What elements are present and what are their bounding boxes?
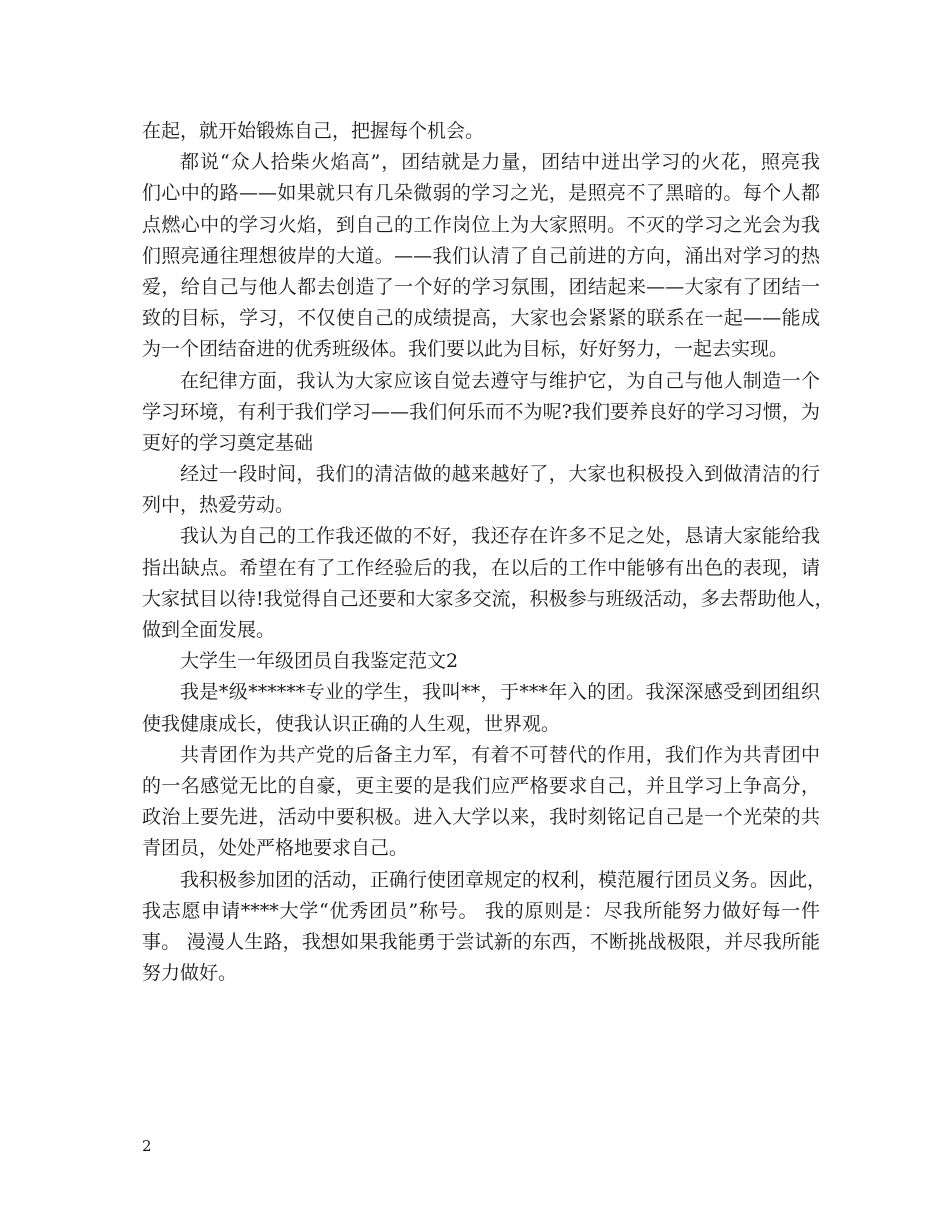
text-line: 使我健康成长，使我认识正确的人生观，世界观。 bbox=[142, 712, 561, 735]
text-line: 共青团作为共产党的后备主力军，有着不可替代的作用，我们作为共青团中 bbox=[180, 743, 820, 766]
text-line: 们照亮通往理想彼岸的大道。——我们认清了自己前进的方向，涌出对学习的热 bbox=[142, 244, 820, 267]
text-line: 学习环境，有利于我们学习——我们何乐而不为呢?我们要养良好的学习习惯，为 bbox=[142, 400, 820, 423]
text-line: 列中，热爱劳动。 bbox=[142, 494, 295, 517]
text-line: 致的目标，学习，不仅使自己的成绩提高，大家也会紧紧的联系在一起——能成 bbox=[142, 307, 820, 330]
paragraph bbox=[142, 366, 820, 460]
text-line: 在起，就开始锻炼自己，把握每个机会。 bbox=[142, 120, 485, 142]
text-line: 大学生一年级团员自我鉴定范文2 bbox=[180, 650, 459, 673]
text-line: 经过一段时间，我们的清洁做的越来越好了，大家也积极投入到做清洁的行 bbox=[180, 463, 820, 486]
text-line: 青团员，处处严格地要求自己。 bbox=[142, 837, 409, 860]
text-line: 大家拭目以待!我觉得自己还要和大家多交流，积极参与班级活动，多去帮助他人， bbox=[142, 587, 834, 610]
paragraph bbox=[142, 677, 820, 739]
paragraph bbox=[142, 459, 820, 521]
text-line: 更好的学习奠定基础 bbox=[142, 431, 314, 454]
text-line: 做到全面发展。 bbox=[142, 619, 276, 641]
paragraph bbox=[142, 147, 820, 365]
text-line: 我认为自己的工作我还做的不好，我还存在许多不足之处，恳请大家能给我 bbox=[180, 525, 820, 548]
text-line: 爱，给自己与他人都去创造了一个好的学习氛围，团结起来——大家有了团结一 bbox=[142, 275, 820, 298]
text-line: 指出缺点。希望在有了工作经验后的我，在以后的工作中能够有出色的表现，请 bbox=[142, 556, 820, 579]
page-number: 2 bbox=[142, 1137, 152, 1155]
paragraph bbox=[142, 740, 820, 865]
text-line: 我是*级******专业的学生，我叫**，于***年入的团。我深深感受到团组织 bbox=[180, 681, 820, 704]
text-line: 的一名感觉无比的自豪，更主要的是我们应严格要求自己，并且学习上争高分， bbox=[142, 774, 820, 797]
paragraph bbox=[142, 521, 834, 646]
text-line: 我志愿申请****大学“优秀团员”称号。 我的原则是：尽我所能努力做好每一件 bbox=[142, 899, 820, 922]
text-line: 政治上要先进，活动中要积极。进入大学以来，我时刻铭记自己是一个光荣的共 bbox=[142, 806, 820, 829]
text-line: 点燃心中的学习火焰，到自己的工作岗位上为大家照明。不灭的学习之光会为我 bbox=[142, 213, 820, 236]
text-line: 都说“众人拾柴火焰高”，团结就是力量，团结中迸出学习的火花，照亮我 bbox=[180, 151, 820, 174]
section-heading bbox=[142, 646, 820, 677]
text-line: 努力做好。 bbox=[142, 962, 238, 985]
paragraph bbox=[142, 865, 827, 990]
text-line: 事。 漫漫人生路，我想如果我能勇于尝试新的东西，不断挑战极限，并尽我所能 bbox=[142, 930, 820, 953]
paragraph bbox=[142, 116, 820, 147]
text-line: 我积极参加团的活动，正确行使团章规定的权利，模范履行团员义务。因此， bbox=[180, 868, 827, 891]
text-line: 们心中的路——如果就只有几朵微弱的学习之光，是照亮不了黑暗的。每个人都 bbox=[142, 182, 820, 205]
text-line: 在纪律方面，我认为大家应该自觉去遵守与维护它，为自己与他人制造一个 bbox=[180, 369, 820, 392]
document-body bbox=[142, 116, 834, 989]
text-line: 为一个团结奋进的优秀班级体。我们要以此为目标，好好努力，一起去实现。 bbox=[142, 338, 789, 361]
